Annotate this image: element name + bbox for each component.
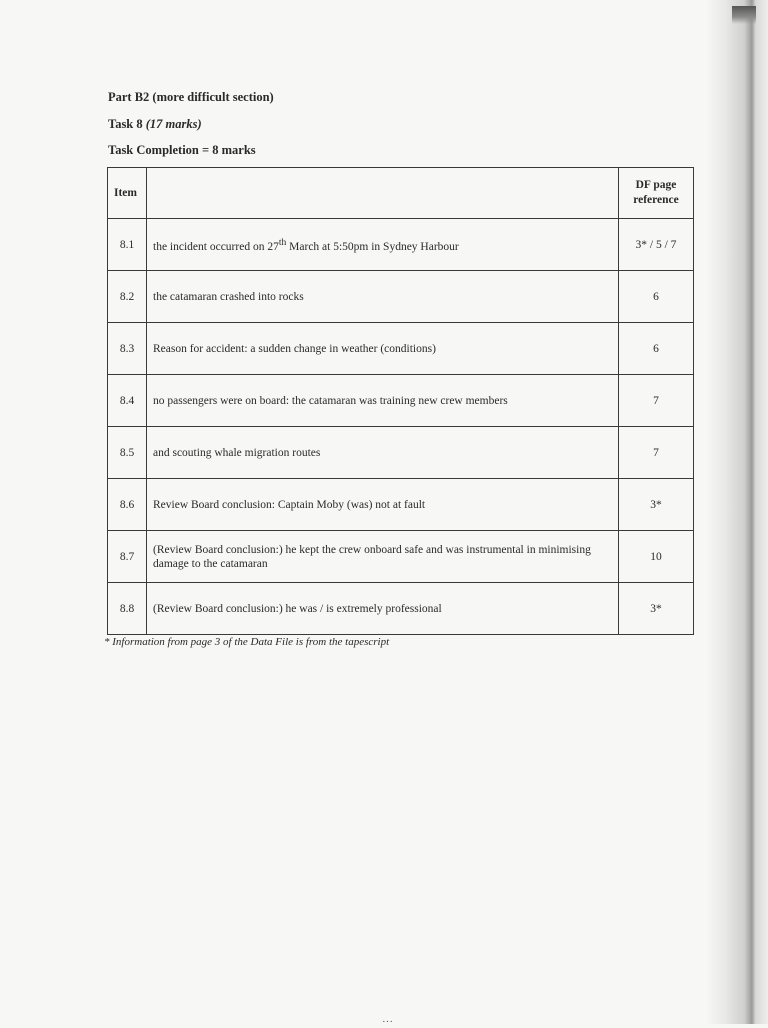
row-reference: 6 [619,323,694,375]
row-description [147,531,619,583]
row-reference: 6 [619,271,694,323]
header-description [147,168,619,219]
row-description-superscript: th [278,236,287,248]
table-row [108,583,694,635]
table-row [108,479,694,531]
table-row [108,323,694,375]
row-item-number: 8.8 [108,583,147,635]
row-description-text: and scouting whale migration routes [153,446,321,459]
row-item-number: 8.3 [108,323,147,375]
task-heading [108,117,202,132]
header-reference-line2: reference [633,194,679,206]
row-description [147,219,619,271]
row-description-text: the incident occurred on 27 [153,240,279,253]
part-heading: Part B2 (more difficult section) [108,90,274,104]
row-reference: 3* [619,583,694,635]
row-description [147,323,619,375]
task-marks: (17 marks) [145,117,202,131]
row-description [147,583,619,635]
task-label: Task 8 [108,117,143,131]
table-header-row [108,168,694,219]
table-row [108,531,694,583]
row-description-text: no passengers were on board: the catamaran was training new crew members [153,394,508,407]
row-description [147,375,619,427]
row-item-number: 8.7 [108,531,147,583]
row-description-text: (Review Board conclusion:) he was / is extremely professional [153,602,442,615]
row-reference: 10 [619,531,694,583]
row-description [147,479,619,531]
row-item-number: 8.2 [108,271,147,323]
page-number: ··· [382,1016,393,1028]
row-reference: 7 [619,375,694,427]
row-description-text: Review Board conclusion: Captain Moby (was) not at fault [153,498,426,511]
header-item: Item [108,168,147,219]
table-row [108,219,694,271]
row-description-text-cont: March at 5:50pm in Sydney Harbour [286,240,459,253]
row-item-number: 8.1 [108,219,147,271]
row-description-text: (Review Board conclusion:) he kept the crew onboard safe and was instrumental in minimising damage to the catamaran [153,543,591,570]
table-row [108,427,694,479]
row-item-number: 8.4 [108,375,147,427]
page-edge-shadow [706,0,768,1024]
page-corner-shadow [732,6,756,24]
row-description [147,427,619,479]
footnote: * Information from page 3 of the Data File is from the tapescript [104,636,390,648]
row-reference: 7 [619,427,694,479]
row-item-number: 8.6 [108,479,147,531]
table-row [108,271,694,323]
row-description [147,271,619,323]
row-description-text: the catamaran crashed into rocks [153,290,304,303]
header-reference-line1: DF page [635,179,677,191]
completion-heading: Task Completion = 8 marks [108,143,256,157]
row-item-number: 8.5 [108,427,147,479]
marking-table [107,167,694,635]
row-description-text: Reason for accident: a sudden change in weather (conditions) [153,342,436,355]
table-row [108,375,694,427]
row-reference: 3* / 5 / 7 [619,219,694,271]
row-reference: 3* [619,479,694,531]
header-reference [619,168,694,219]
